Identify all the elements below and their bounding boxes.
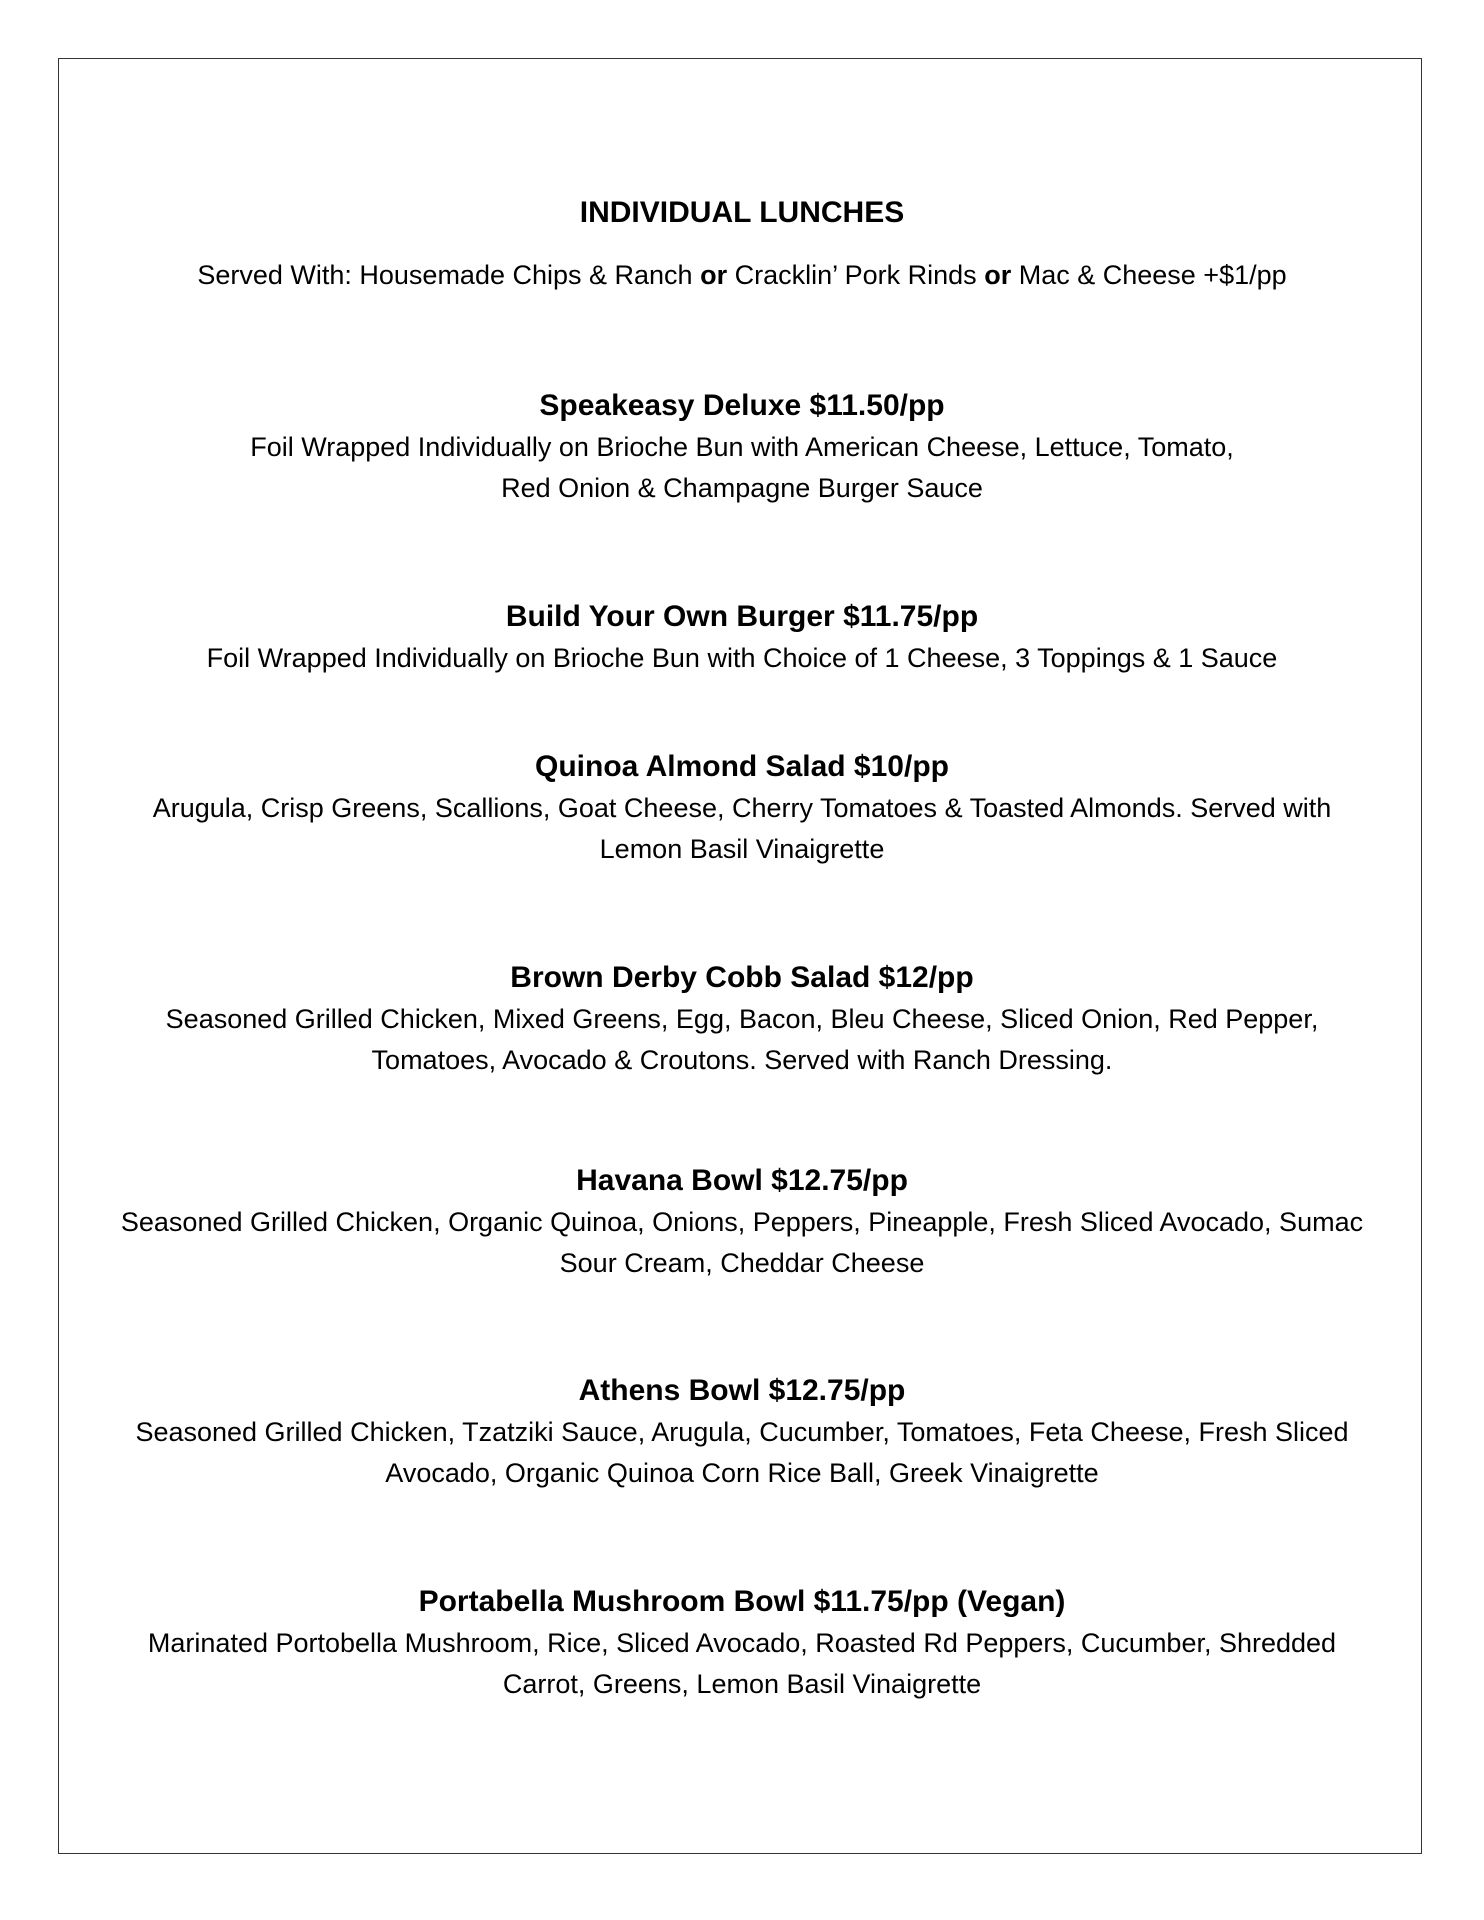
item-desc-line: Red Onion & Champagne Burger Sauce [501,473,983,503]
item-name: Havana Bowl $12.75/pp [576,1164,908,1197]
menu-item-athens-bowl [80,1370,1404,1494]
item-desc-line: Carrot, Greens, Lemon Basil Vinaigrette [502,1669,982,1699]
item-desc-line: Marinated Portobella Mushroom, Rice, Sliced Avocado, Roasted Rd Peppers, Cucumber, Shredded [147,1628,1337,1658]
item-description [80,1412,1404,1494]
menu-item-quinoa-almond-salad [80,746,1404,870]
item-name: Portabella Mushroom Bowl $11.75/pp (Vegan) [418,1585,1066,1618]
served-prefix: Served With: Housemade Chips & Ranch [197,260,693,290]
menu-item-build-your-own-burger [80,596,1404,679]
menu-item-brown-derby-cobb-salad [80,957,1404,1081]
served-option-2: Cracklin’ Pork Rinds [734,260,977,290]
item-description [80,999,1404,1081]
item-name: Build Your Own Burger $11.75/pp [505,600,979,633]
item-desc-line: Avocado, Organic Quinoa Corn Rice Ball, Greek Vinaigrette [385,1458,1099,1488]
item-description [80,1623,1404,1705]
served-with-line [0,257,1484,293]
item-desc-line: Lemon Basil Vinaigrette [599,834,885,864]
item-name: Brown Derby Cobb Salad $12/pp [510,961,974,994]
item-name: Speakeasy Deluxe $11.50/pp [539,389,945,422]
menu-item-speakeasy-deluxe [80,385,1404,509]
item-desc-line: Tomatoes, Avocado & Croutons. Served with Ranch Dressing. [371,1045,1113,1075]
item-description [80,1202,1404,1284]
item-desc-line: Seasoned Grilled Chicken, Organic Quinoa, Onions, Peppers, Pineapple, Fresh Sliced Avocado, Sumac [120,1207,1364,1237]
item-desc-line: Foil Wrapped Individually on Brioche Bun with Choice of 1 Cheese, 3 Toppings & 1 Sauce [206,643,1278,673]
item-name: Quinoa Almond Salad $10/pp [535,750,949,783]
menu-title: INDIVIDUAL LUNCHES [579,196,905,229]
menu-item-portabella-mushroom-bowl [80,1581,1404,1705]
item-name: Athens Bowl $12.75/pp [578,1374,906,1407]
served-or-1: or [700,260,728,290]
item-desc-line: Seasoned Grilled Chicken, Tzatziki Sauce, Arugula, Cucumber, Tomatoes, Feta Cheese, Fresh Sliced [135,1417,1349,1447]
item-desc-line: Arugula, Crisp Greens, Scallions, Goat Cheese, Cherry Tomatoes & Toasted Almonds. Served with [152,793,1332,823]
item-desc-line: Sour Cream, Cheddar Cheese [559,1248,925,1278]
served-option-3: Mac & Cheese +$1/pp [1018,260,1287,290]
item-description [80,427,1404,509]
item-desc-line: Seasoned Grilled Chicken, Mixed Greens, Egg, Bacon, Bleu Cheese, Sliced Onion, Red Pepper, [165,1004,1319,1034]
item-desc-line: Foil Wrapped Individually on Brioche Bun with American Cheese, Lettuce, Tomato, [250,432,1234,462]
menu-item-havana-bowl [80,1160,1404,1284]
item-description [80,788,1404,870]
served-or-2: or [984,260,1012,290]
item-description [80,638,1404,679]
